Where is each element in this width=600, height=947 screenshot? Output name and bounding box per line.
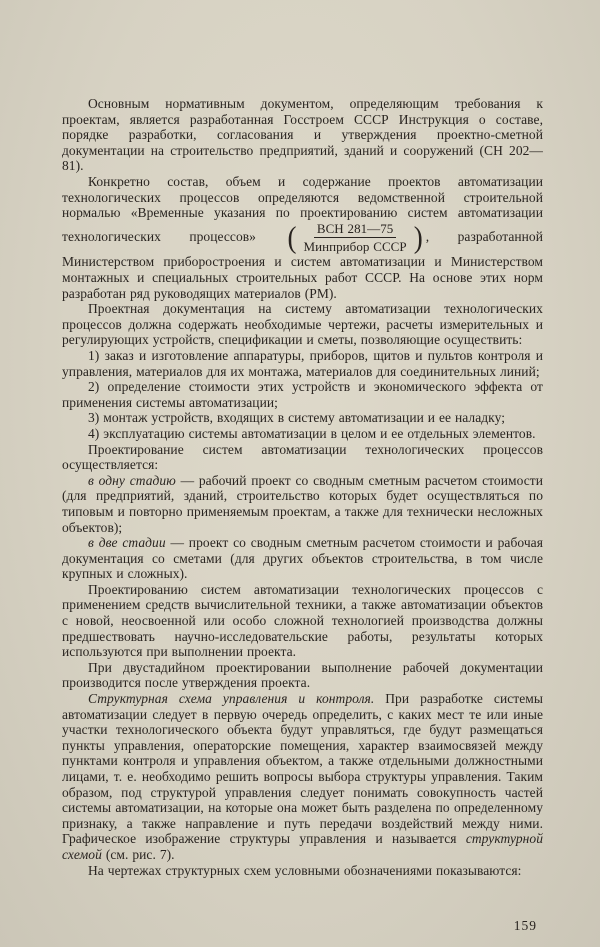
text-run: При разработке системы автоматизации следует в первую очередь определить, с каких мест те или иные участки технологического объекта будут управляться, где будут размещаться пункты управления, операторские помещения, характер взаимосвязей между пунктами контроля и управления объектом, а также отдельными должностными лицами, т. е. необходимо решить вопросы выбора структуры управления. Таким образом, под структурой управления следует понимать совокупность частей системы автоматизации, на которые она может быть разделена по определенному признаку, а также направление и путь передачи воздействий между ними. Графическое изображение структуры управления и называется: [62, 691, 543, 847]
text-run: 1) заказ и изготовление аппаратуры, приборов, щитов и пультов контроля и управления, материалов для их монтажа, материалов для соединительных линий;: [62, 347, 543, 379]
paragraph: [62, 473, 543, 535]
italic-text-run: в две стадии: [88, 535, 166, 551]
text-run: , разработанной Министерством приборостроения и систем автоматизации и Министерством монтажных и специальных строительных работ СССР. На основе этих норм разработан ряд руководящих материалов (РМ).: [62, 228, 543, 301]
paragraph: [62, 96, 543, 174]
paragraph: [62, 426, 543, 442]
page-text: [62, 96, 543, 878]
fraction: [297, 221, 412, 255]
text-run: 4) эксплуатацию системы автоматизации в целом и ее отдельных элементов.: [88, 425, 536, 441]
left-paren: (: [287, 219, 297, 255]
right-paren: ): [413, 219, 423, 255]
paragraph: [62, 660, 543, 691]
fraction-denominator: Минприбор СССР: [303, 239, 407, 255]
italic-text-run: в одну стадию: [88, 472, 176, 488]
paragraph: [62, 582, 543, 660]
paragraph: [62, 410, 543, 426]
paragraph: [62, 691, 543, 863]
page-number: 159: [513, 918, 537, 933]
text-run: Конкретно состав, объем и содержание проектов автоматизации технологических процессов определяются ведомственной строительной нормалью «Временные указания по проектированию систем автоматизации технологических процессов»: [62, 173, 543, 244]
paragraph: [62, 301, 543, 348]
text-run: Проектирование систем автоматизации технологических процессов осуществляется:: [62, 441, 543, 473]
text-run: Основным нормативным документом, определяющим требования к проектам, является разработанная Госстроем СССР Инструкция о составе, порядке разработки, согласования и утверждения проектно-сметной документации на строительство предприятий, зданий и сооружений (СН 202—81).: [62, 96, 543, 174]
paragraph: [62, 379, 543, 410]
paragraph: [62, 535, 543, 582]
formula-fraction: [286, 221, 423, 255]
paragraph: [62, 174, 543, 301]
text-run: На чертежах структурных схем условными обозначениями показываются:: [88, 862, 522, 878]
italic-text-run: Структурная схема управления и контроля.: [88, 691, 375, 707]
paragraph: [62, 442, 543, 473]
paragraph: [62, 863, 543, 879]
text-run: 3) монтаж устройств, входящих в систему автоматизации и ее наладку;: [88, 410, 506, 426]
text-run: — рабочий проект со сводным сметным расчетом стоимости (для предприятий, зданий, строительство которых будет осуществляться по типовым и повторно применяемым проектам, а также для технически несложных объектов);: [62, 472, 543, 535]
text-run: При двустадийном проектировании выполнение рабочей документации производится после утверждения проекта.: [62, 659, 543, 691]
italic-text-run: структурной схемой: [62, 831, 543, 862]
text-run: — проект со сводным сметным расчетом стоимости и рабочая документация со сметами (для других объектов строительства, в том числе крупных и сложных).: [62, 535, 543, 582]
text-run: (см. рис. 7).: [101, 846, 175, 862]
fraction-numerator: ВСН 281—75: [314, 221, 396, 238]
paragraph: [62, 348, 543, 379]
text-run: Проектированию систем автоматизации технологических процессов с применением средств вычислительной техники, а также автоматизации объектов с новой, неосвоенной или особо сложной технологией производства должны предшествовать научно-исследовательские работы, результаты которых используются при выполнении проекта.: [62, 581, 543, 660]
text-run: Проектная документация на систему автоматизации технологических процессов должна содержать необходимые чертежи, расчеты измерительных и регулирующих устройств, спецификации и сметы, позволяющие осуществить:: [62, 301, 543, 348]
text-run: 2) определение стоимости этих устройств и экономического эффекта от применения системы автоматизации;: [62, 379, 543, 410]
